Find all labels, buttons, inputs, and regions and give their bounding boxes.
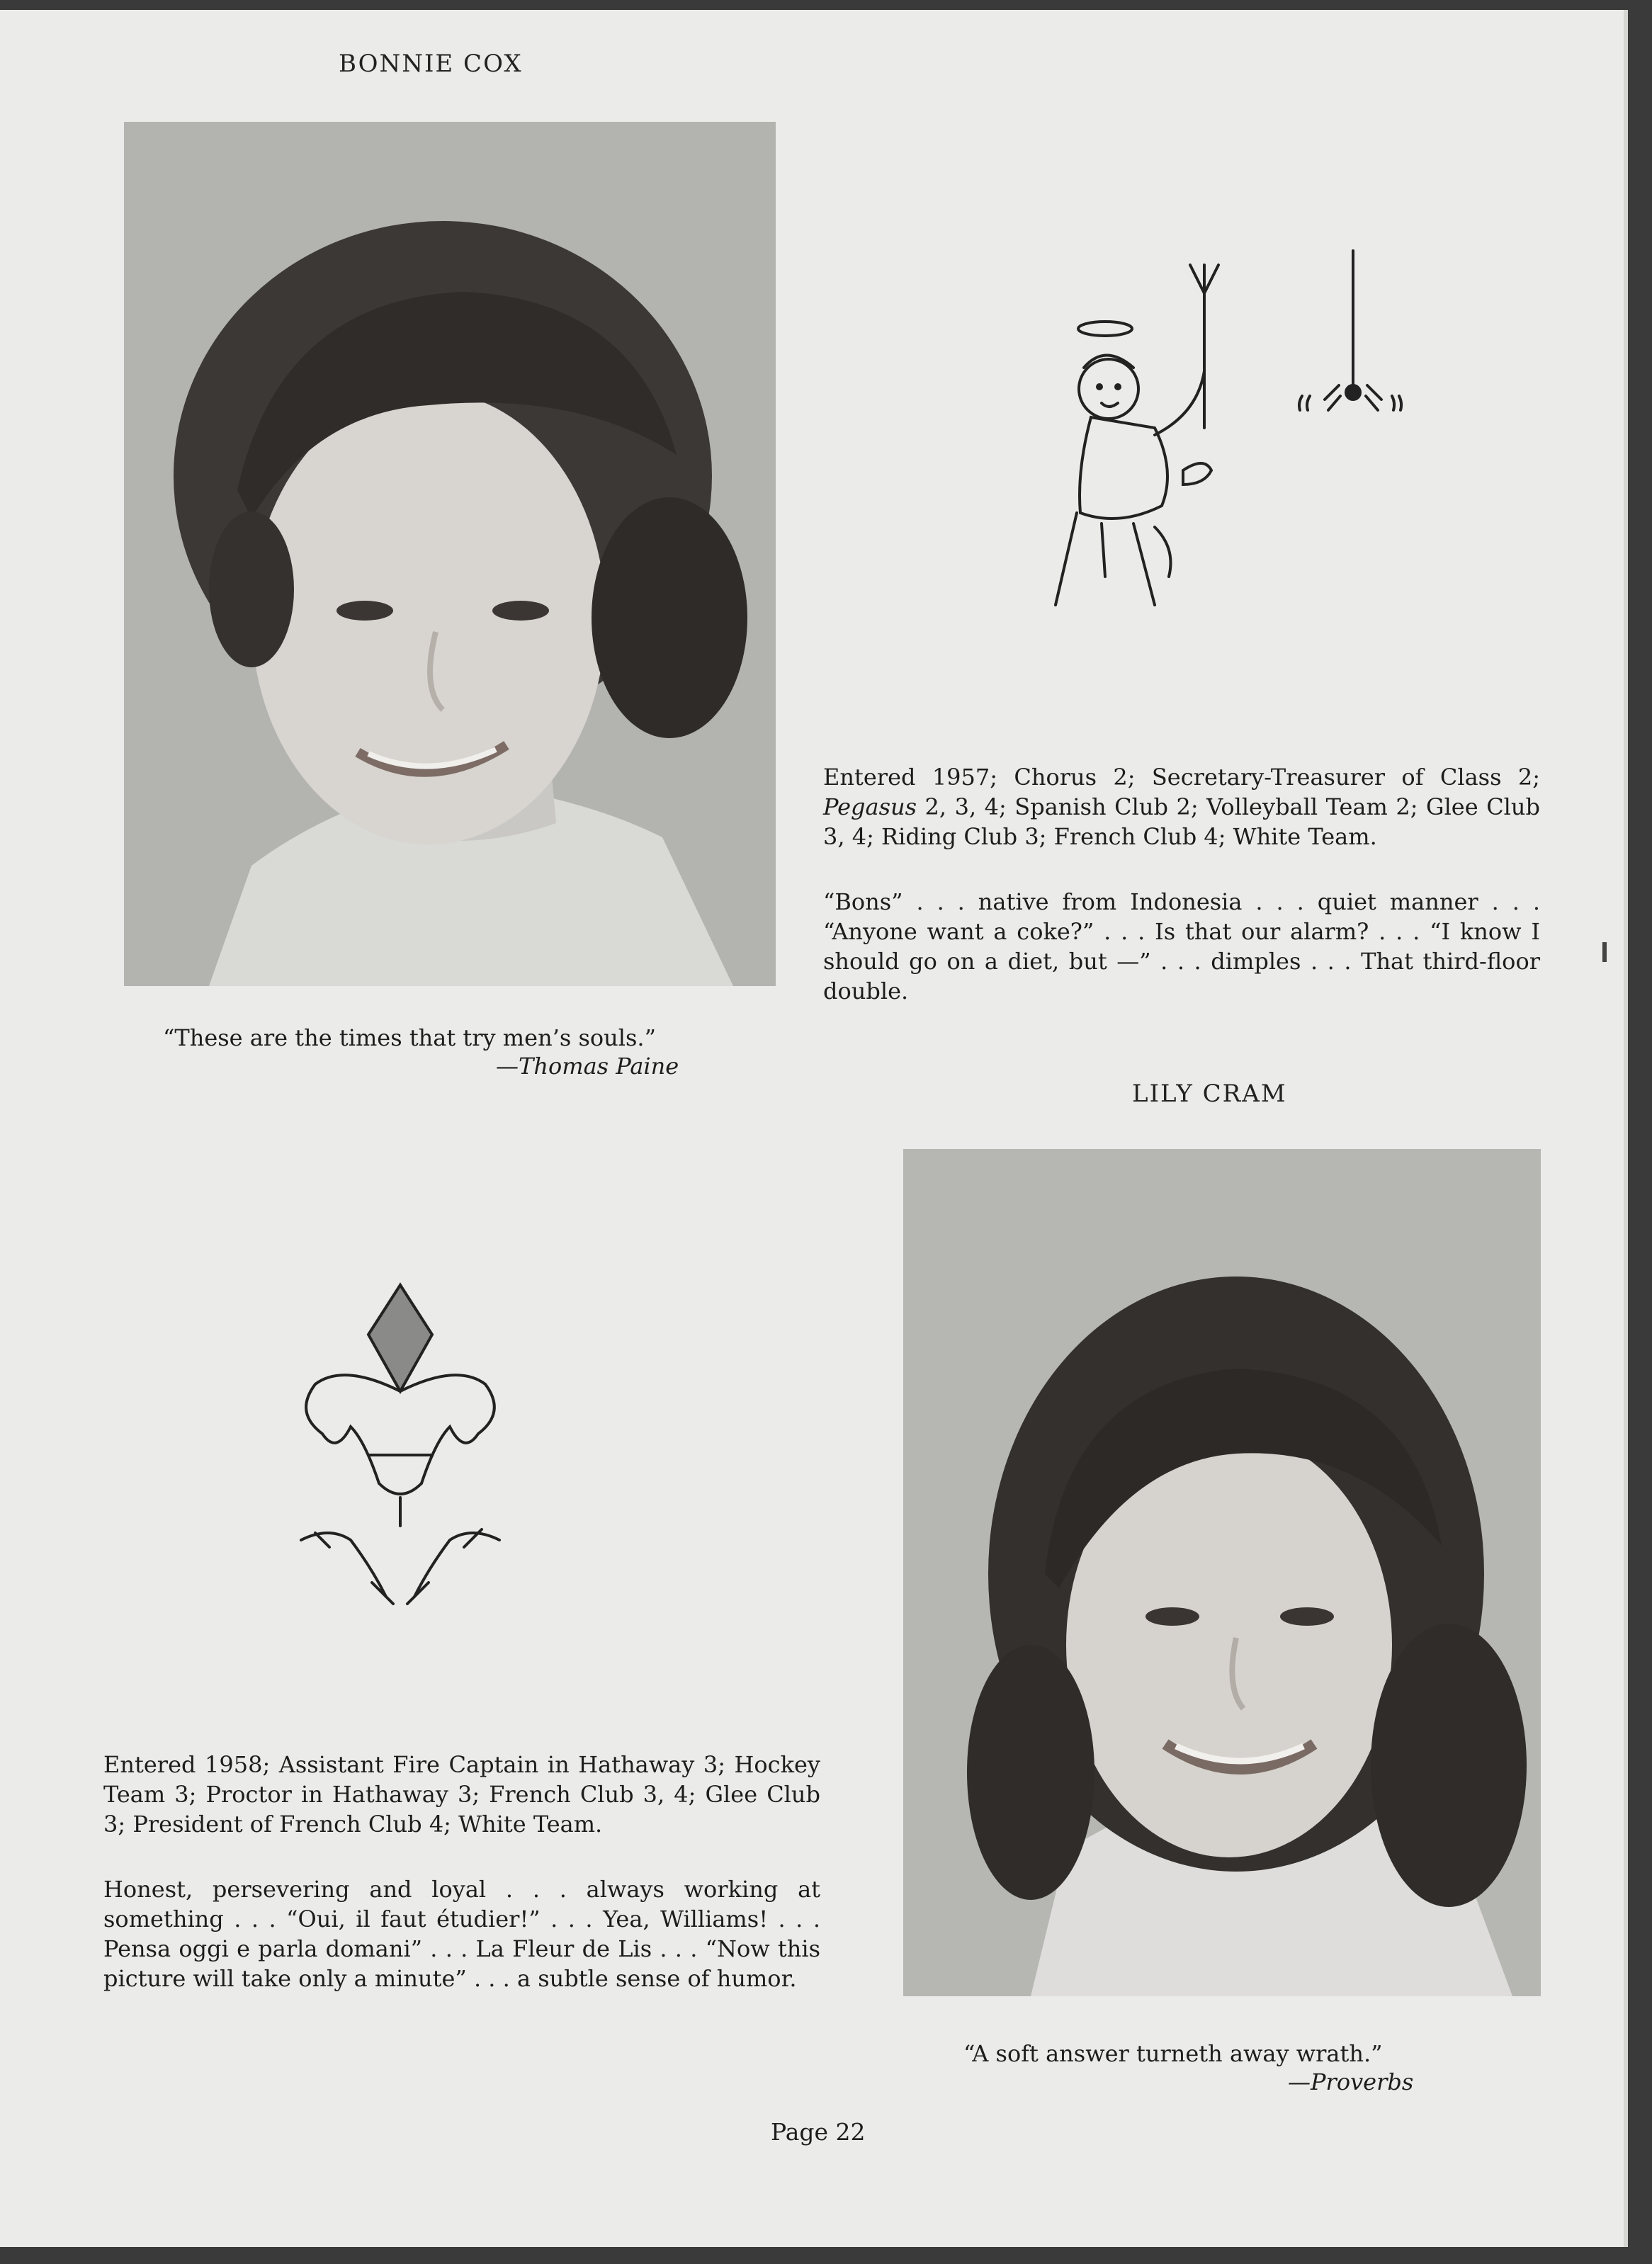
description-paragraph: Honest, persevering and loyal . . . always working at something . . . “Oui, il faut étudier!” . . . Yea, Williams! . . . Pensa oggi e parla domani” . . . La Fleur de Lis . . . “Now this picture will take only a minute” . . . a subtle sense of humor.: [103, 1876, 820, 1992]
activities-text-pre: Entered 1957; Chorus 2; Secretary-Treasurer of Class 2;: [823, 764, 1540, 791]
activities-text-italic: Pegasus: [823, 793, 917, 820]
portrait-photo: [903, 1149, 1541, 1996]
senior-quote: “These are the times that try men’s souls.”: [163, 1024, 656, 1051]
page-number: Page 22: [771, 2118, 866, 2146]
student-name: LILY CRAM: [1132, 1080, 1287, 1108]
description-paragraph: “Bons” . . . native from Indonesia . . . quiet manner . . . “Anyone want a coke?” . . . Is that our alarm? . . . “I know I should go on a diet, but —” . . . dimples . . . That third-floor double.: [823, 888, 1540, 1004]
student-name: BONNIE COX: [339, 50, 523, 78]
senior-quote: “A soft answer turneth away wrath.”: [963, 2040, 1383, 2067]
yearbook-page: [0, 10, 1628, 2247]
angel-devil-sketch-icon: [1034, 244, 1431, 612]
fleur-de-lis-sketch-icon: [287, 1271, 514, 1625]
activities-paragraph: Entered 1958; Assistant Fire Captain in Hathaway 3; Hockey Team 3; Proctor in Hathaway 3; French Club 3, 4; Glee Club 3; President of French Club 4; White Team.: [103, 1751, 820, 1838]
page-edge-mark: [1602, 942, 1607, 962]
quote-attribution: —Proverbs: [1288, 2068, 1414, 2095]
activities-paragraph: [823, 762, 1540, 851]
quote-attribution: —Thomas Paine: [496, 1053, 679, 1080]
portrait-photo: [124, 122, 776, 986]
activities-text-post: 2, 3, 4; Spanish Club 2; Volleyball Team 2; Glee Club 3, 4; Riding Club 3; French Club 4; White Team.: [823, 793, 1540, 850]
